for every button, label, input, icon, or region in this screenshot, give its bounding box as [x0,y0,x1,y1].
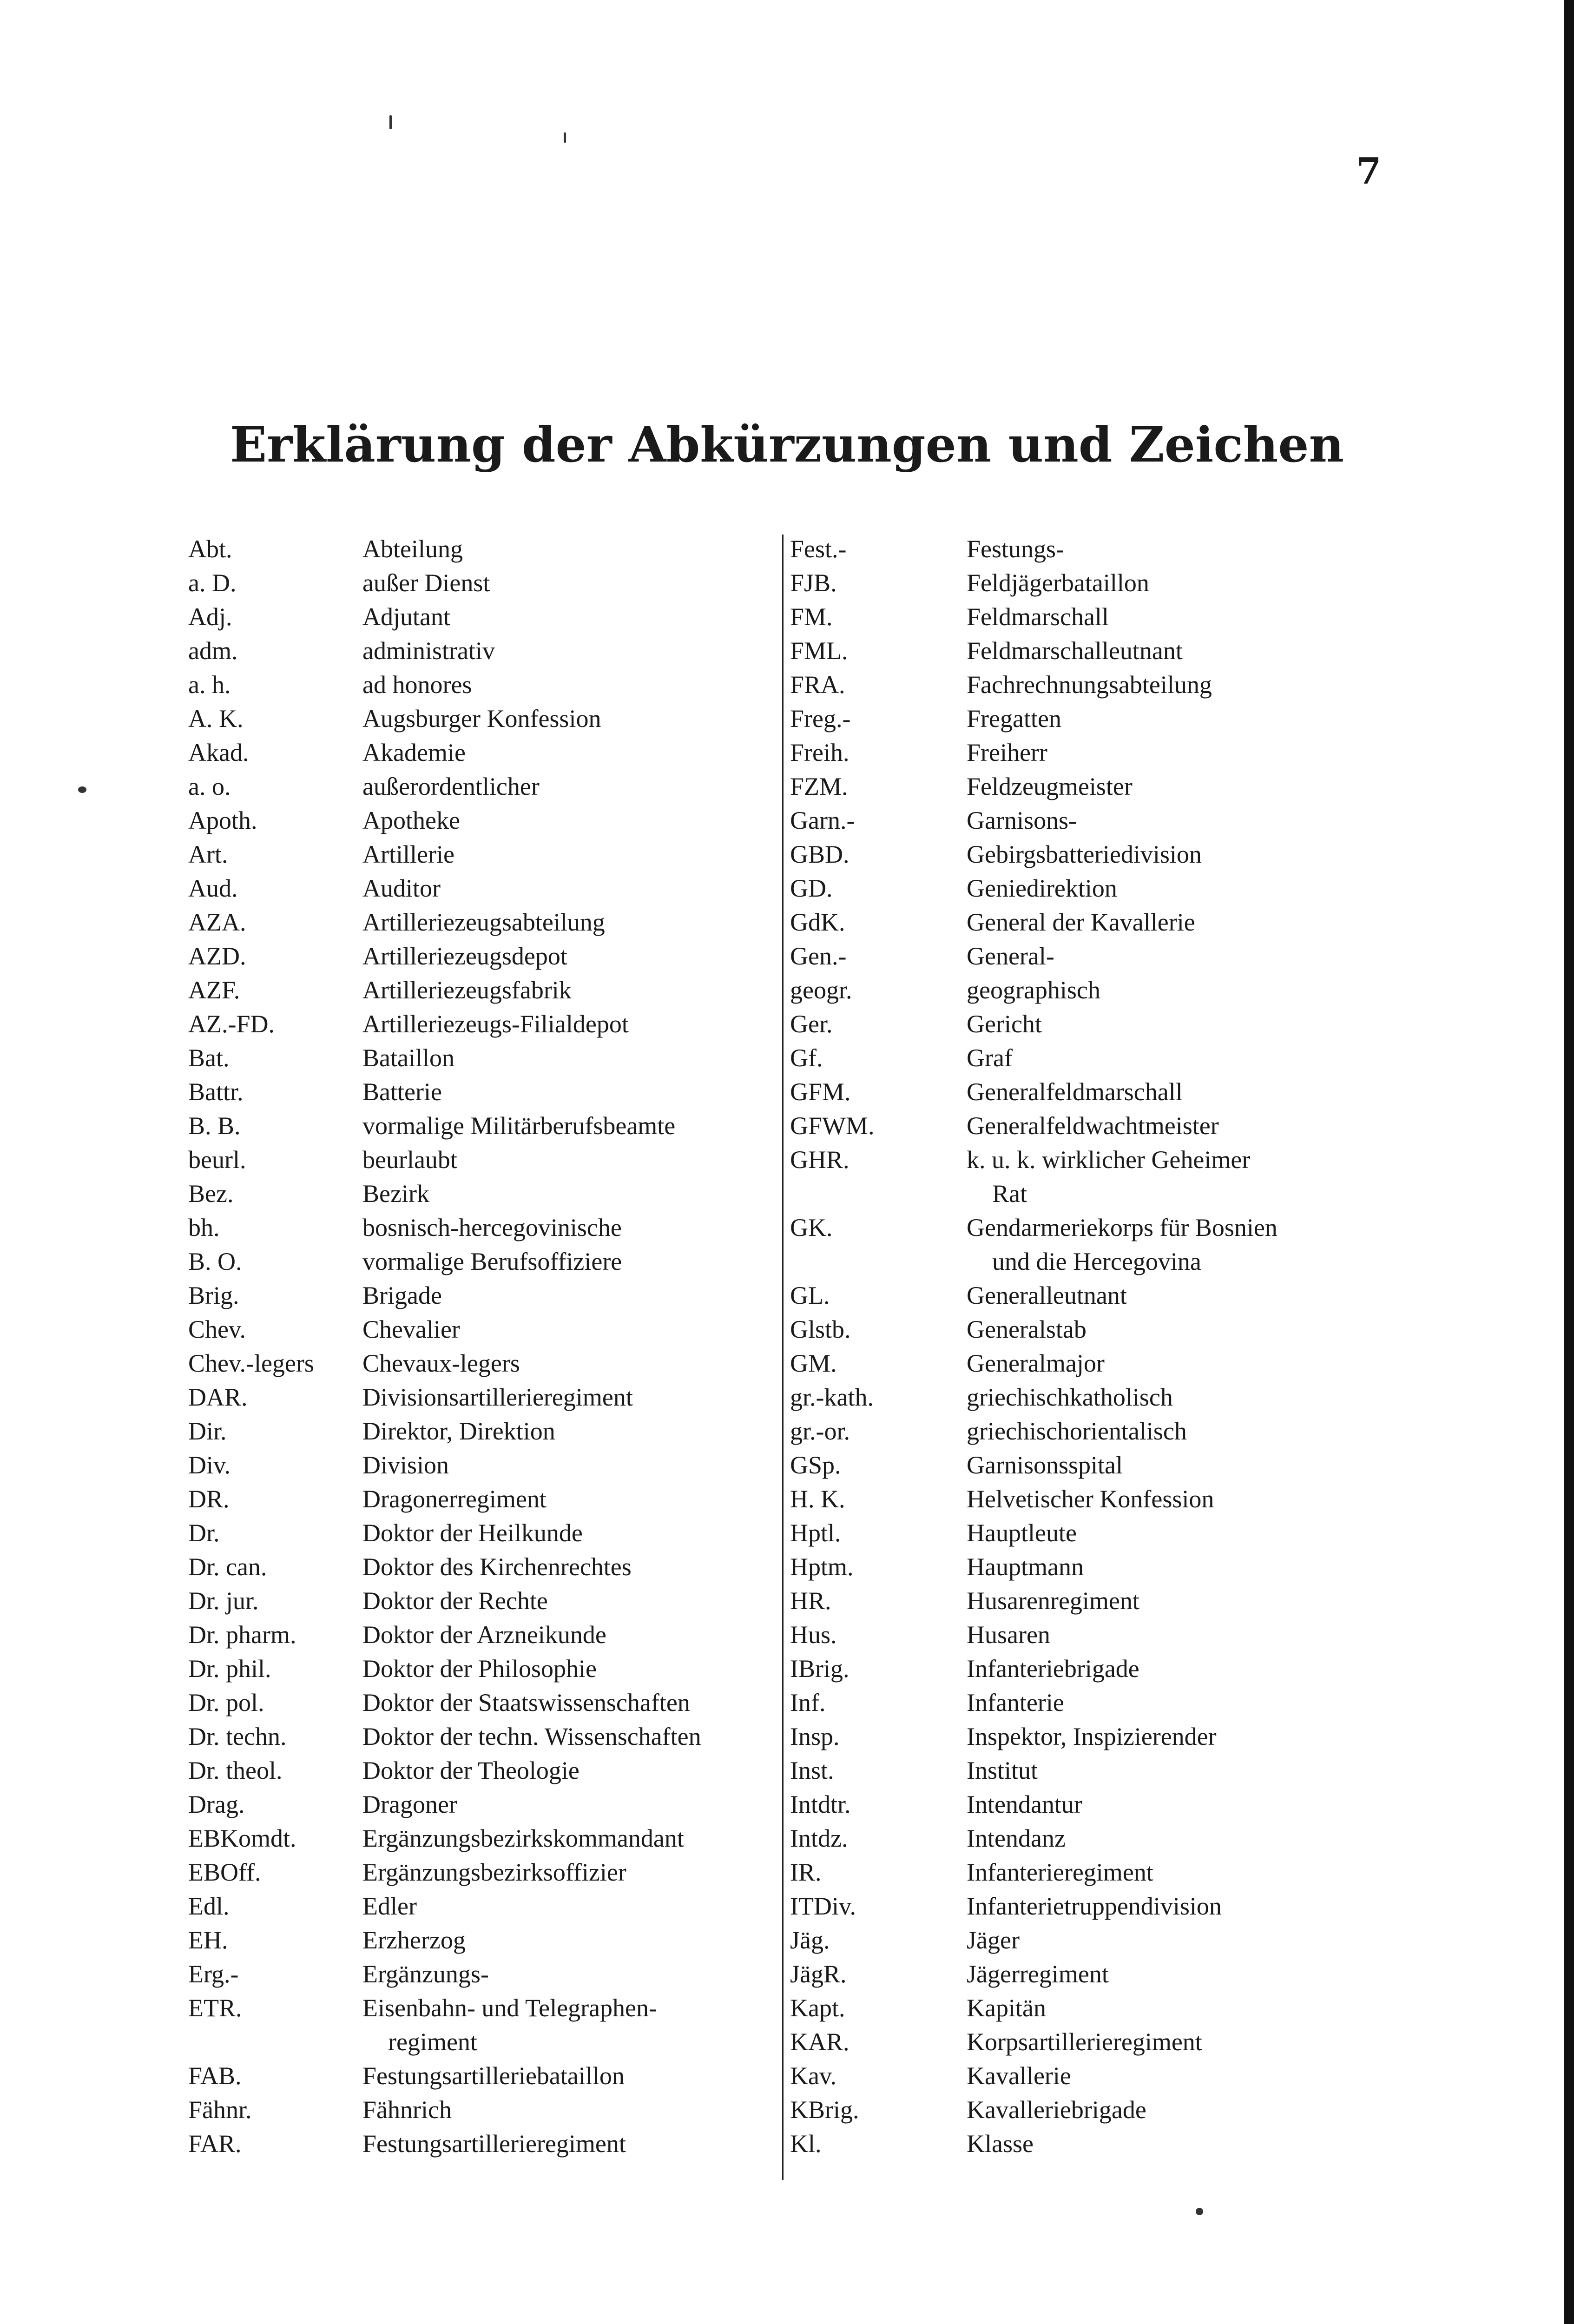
abbreviation: Brig. [188,1281,239,1309]
abbreviation-meaning: und die Hercegovina [992,1248,1201,1275]
abbreviation-meaning: Generalmajor [967,1349,1105,1377]
abbreviation-meaning: Direktor, Direktion [362,1417,555,1445]
abbreviation: AZD. [188,942,246,970]
abbreviation-meaning: Infanteriebrigade [967,1655,1139,1683]
abbreviation: GBD. [790,840,850,868]
abbreviation-entry [790,1991,1278,2025]
abbreviation-meaning: Generalfeldmarschall [967,1078,1183,1106]
abbreviation-meaning: Artilleriezeugsfabrik [362,976,572,1004]
abbreviation-entry [790,702,1278,736]
abbreviation-meaning: Intendantur [967,1790,1082,1818]
abbreviation: ITDiv. [790,1892,856,1920]
abbreviation-meaning: Doktor der techn. Wissenschaften [362,1723,701,1750]
abbreviation: Jäg. [790,1926,830,1954]
abbreviation-entry [188,1347,701,1380]
abbreviation-meaning: Gendarmeriekorps für Bosnien [967,1214,1278,1241]
abbreviation: Dir. [188,1417,227,1445]
abbreviation-entry [790,1347,1278,1380]
entry-continuation-row [790,1177,1278,1211]
abbreviation-entry [188,1109,701,1143]
abbreviation-meaning: Apotheke [362,806,460,834]
abbreviation-entry [188,1041,701,1075]
abbreviation: Hptl. [790,1519,841,1547]
abbreviation: Intdz. [790,1824,848,1852]
abbreviation-entry [790,1889,1278,1923]
abbreviation-entry [790,939,1278,973]
abbreviation-meaning: Augsburger Konfession [362,705,601,733]
abbreviation: Ger. [790,1010,833,1038]
abbreviation-entry [188,939,701,973]
abbreviation-meaning: regiment [388,2028,477,2056]
abbreviation-meaning: Chevalier [362,1315,460,1343]
abbreviation-entry [188,2127,701,2161]
abbreviation: Dr. jur. [188,1587,259,1615]
abbreviation-entry [188,1007,701,1041]
abbreviation-entry [790,1584,1278,1618]
abbreviation: Dr. theol. [188,1756,283,1784]
abbreviation-meaning: Freiherr [967,739,1047,766]
abbreviation-entry [188,1618,701,1652]
abbreviation-meaning: Doktor der Arzneikunde [362,1621,606,1649]
abbreviation: Dr. can. [188,1553,267,1581]
abbreviation-entry [790,1075,1278,1109]
abbreviation: Intdtr. [790,1790,851,1818]
abbreviation-entry [790,1448,1278,1482]
abbreviation: AZF. [188,976,240,1004]
abbreviation-meaning: geographisch [967,976,1100,1004]
abbreviation: Inf. [790,1689,826,1717]
abbreviation: Garn.- [790,806,855,834]
abbreviation-entry [188,2093,701,2127]
abbreviation: Edl. [188,1892,230,1920]
abbreviation-meaning: Inspektor, Inspizierender [967,1723,1217,1750]
abbreviation: Hus. [790,1621,837,1649]
abbreviation: Chev.-legers [188,1349,314,1377]
abbreviation: FML. [790,637,848,665]
abbreviation-entry [188,566,701,600]
abbreviation: Bat. [188,1044,230,1072]
abbreviation-meaning: Kavallerie [967,2062,1071,2090]
abbreviation: Insp. [790,1723,840,1750]
abbreviation-entry [790,1041,1278,1075]
abbreviation-entry [188,1550,701,1584]
page-number: 7 [1356,150,1382,192]
abbreviation-meaning: Doktor der Theologie [362,1756,580,1784]
abbreviation: A. K. [188,705,244,733]
abbreviation: FAB. [188,2062,242,2090]
abbreviation-meaning: Dragonerregiment [362,1485,547,1513]
abbreviation-entry [188,600,701,634]
abbreviation-entry [790,905,1278,939]
abbreviation: IBrig. [790,1655,850,1683]
abbreviation: Adj. [188,603,232,631]
abbreviation-entry [188,1720,701,1754]
abbreviation-entry [790,2025,1278,2059]
abbreviation: DAR. [188,1383,248,1411]
abbreviation: IR. [790,1858,822,1886]
abbreviation-meaning: Feldjägerbataillon [967,569,1149,597]
abbreviation-entry [790,1686,1278,1720]
abbreviation: FM. [790,603,833,631]
abbreviation-entry [188,1414,701,1448]
abbreviation-meaning: ad honores [362,671,472,699]
abbreviation-entry [188,1923,701,1957]
abbreviation-meaning: Eisenbahn- und Telegraphen- [362,1994,657,2022]
abbreviation-entry [188,532,701,566]
abbreviation-meaning: Doktor des Kirchenrechtes [362,1553,632,1581]
abbreviation-entry [188,2059,701,2093]
abbreviation-entry [790,2127,1278,2161]
abbreviation-meaning: Korpsartillerieregiment [967,2028,1202,2056]
abbreviation: Dr. [188,1519,220,1547]
abbreviation: Dr. techn. [188,1723,287,1750]
scan-speck [1196,2208,1203,2215]
abbreviation: Chev. [188,1315,246,1343]
abbreviation [188,2025,362,2059]
abbreviation-meaning: Jäger [967,1926,1020,1954]
abbreviation-meaning: Generalleutnant [967,1281,1127,1309]
abbreviation-meaning: Geniedirektion [967,874,1117,902]
abbreviation-entry [790,1754,1278,1788]
abbreviation-entry [790,566,1278,600]
abbreviation: geogr. [790,976,852,1004]
abbreviation: bh. [188,1214,220,1241]
abbreviation: Dr. pol. [188,1689,264,1717]
abbreviation-entry [188,1075,701,1109]
abbreviation-entry [790,1788,1278,1822]
abbreviation-meaning: Akademie [362,739,466,766]
abbreviation-entry [188,634,701,668]
abbreviation-entry [188,1482,701,1516]
abbreviation-entry [188,1516,701,1550]
abbreviation-meaning: vormalige Berufsoffiziere [362,1248,622,1275]
abbreviation-entry [188,1313,701,1347]
abbreviation: Apoth. [188,806,257,834]
abbreviation-entry [188,1448,701,1482]
abbreviation: EH. [188,1926,228,1954]
abbreviation-meaning: Infanterietruppendivision [967,1892,1222,1920]
abbreviation: Drag. [188,1790,245,1818]
abbreviation-meaning: Jägerregiment [967,1960,1109,1988]
abbreviation-meaning: Artillerie [362,840,454,868]
abbreviation-entry [188,1177,701,1211]
abbreviation-meaning: Garnisons- [967,806,1077,834]
abbreviation-entry [188,1652,701,1686]
abbreviation-entry [188,1991,701,2025]
abbreviation-entry [790,668,1278,702]
abbreviation: ETR. [188,1994,242,2022]
abbreviation-meaning: Fachrechnungsabteilung [967,671,1212,699]
abbreviation-meaning: beurlaubt [362,1146,457,1174]
page-title: Erklärung der Abkürzungen und Zeichen [230,416,1344,473]
abbreviation-entry [790,1855,1278,1889]
abbreviation-meaning: Auditor [362,874,441,902]
abbreviation-meaning: Gericht [967,1010,1042,1038]
abbreviation: GFM. [790,1078,851,1106]
abbreviation: DR. [188,1485,230,1513]
abbreviation [790,1177,967,1211]
abbreviation-entry [188,1788,701,1822]
abbreviation-entry [790,1313,1278,1347]
abbreviation-meaning: Garnisonsspital [967,1451,1123,1479]
abbreviation-meaning: Bataillon [362,1044,454,1072]
abbreviation-meaning: Fregatten [967,705,1061,733]
scan-speck [389,115,392,129]
abbreviation-meaning: Festungsartilleriebataillon [362,2062,625,2090]
abbreviation-entry [790,1618,1278,1652]
abbreviation-entry [188,1889,701,1923]
abbreviation-entry [188,1822,701,1855]
abbreviation-entry [188,770,701,804]
abbreviation: Glstb. [790,1315,851,1343]
abbreviation-meaning: Abteilung [362,535,463,563]
abbreviation-meaning: bosnisch-hercegovinische [362,1214,622,1241]
abbreviation-meaning: Husarenregiment [967,1587,1139,1615]
abbreviation-meaning: Divisionsartillerieregiment [362,1383,633,1411]
abbreviation: KBrig. [790,2096,859,2124]
abbreviation-entry [188,668,701,702]
abbreviation [790,1245,967,1279]
abbreviation-entry [188,1143,701,1177]
abbreviation: GdK. [790,908,845,936]
abbreviation-meaning: Batterie [362,1078,442,1106]
abbreviation-entry [790,1109,1278,1143]
abbreviation-entry [188,1855,701,1889]
abbreviation: Erg.- [188,1960,239,1988]
scan-page-edge [1564,0,1574,2324]
right-abbreviation-column [790,532,1278,2161]
abbreviation-meaning: Kapitän [967,1994,1046,2022]
abbreviation-meaning: vormalige Militärberufsbeamte [362,1112,676,1140]
column-divider [782,535,784,2180]
abbreviation-entry [790,1652,1278,1686]
abbreviation: Freg.- [790,705,851,733]
abbreviation: KAR. [790,2028,850,2056]
abbreviation-entry [790,532,1278,566]
abbreviation-entry [790,634,1278,668]
abbreviation-meaning: Infanterieregiment [967,1858,1153,1886]
abbreviation-meaning: Edler [362,1892,417,1920]
abbreviation-entry [790,770,1278,804]
abbreviation: Gf. [790,1044,823,1072]
abbreviation-meaning: General der Kavallerie [967,908,1195,936]
abbreviation-entry [790,973,1278,1007]
abbreviation: EBOff. [188,1858,261,1886]
abbreviation: a. o. [188,772,231,800]
abbreviation-meaning: Artilleriezeugs-Filialdepot [362,1010,629,1038]
abbreviation: Dr. pharm. [188,1621,296,1649]
abbreviation-meaning: Generalfeldwachtmeister [967,1112,1219,1140]
abbreviation-meaning: Ergänzungsbezirkskommandant [362,1824,684,1852]
abbreviation-meaning: Gebirgsbatteriedivision [967,840,1202,868]
abbreviation: gr.-or. [790,1417,850,1445]
abbreviation-meaning: Doktor der Heilkunde [362,1519,583,1547]
abbreviation: Bez. [188,1180,234,1208]
abbreviation: a. D. [188,569,237,597]
abbreviation-meaning: administrativ [362,637,495,665]
scan-speck [78,786,86,793]
abbreviation-meaning: Artilleriezeugsdepot [362,942,567,970]
abbreviation: Kl. [790,2130,822,2158]
abbreviation-entry [188,1584,701,1618]
abbreviation-entry [188,872,701,905]
abbreviation: GHR. [790,1146,850,1174]
abbreviation-entry [790,736,1278,770]
scan-speck [564,132,566,143]
abbreviation-entry [790,872,1278,905]
abbreviation-meaning: Chevaux-legers [362,1349,520,1377]
abbreviation-meaning: außerordentlicher [362,772,540,800]
abbreviation-entry [188,973,701,1007]
left-abbreviation-column [188,532,701,2161]
abbreviation-meaning: Infanterie [967,1689,1064,1717]
abbreviation: Akad. [188,739,249,766]
abbreviation-entry [790,2059,1278,2093]
abbreviation-entry [790,804,1278,838]
abbreviation: Dr. phil. [188,1655,271,1683]
abbreviation-entry [188,1279,701,1313]
abbreviation: a. h. [188,671,231,699]
abbreviation-meaning: Doktor der Rechte [362,1587,548,1615]
abbreviation: Fähnr. [188,2096,252,2124]
abbreviation-meaning: Husaren [967,1621,1050,1649]
abbreviation: beurl. [188,1146,246,1174]
abbreviation: gr.-kath. [790,1383,874,1411]
abbreviation-meaning: Division [362,1451,449,1479]
abbreviation-entry [790,1143,1278,1177]
abbreviation-entry [790,838,1278,872]
abbreviation: EBKomdt. [188,1824,296,1852]
abbreviation-entry [790,1957,1278,1991]
abbreviation-meaning: Fähnrich [362,2096,452,2124]
abbreviation: H. K. [790,1485,845,1513]
abbreviation: AZA. [188,908,246,936]
abbreviation-entry [188,905,701,939]
abbreviation-meaning: Ergänzungs- [362,1960,489,1988]
abbreviation-entry [188,804,701,838]
abbreviation-entry [790,1482,1278,1516]
abbreviation-entry [790,600,1278,634]
abbreviation-meaning: Doktor der Staatswissenschaften [362,1689,690,1717]
abbreviation-meaning: Intendanz [967,1824,1066,1852]
abbreviation-meaning: Doktor der Philosophie [362,1655,597,1683]
abbreviation: AZ.-FD. [188,1010,275,1038]
abbreviation-meaning: Hauptmann [967,1553,1084,1581]
abbreviation-entry [790,1516,1278,1550]
abbreviation-entry [790,1822,1278,1855]
abbreviation: GK. [790,1214,833,1241]
abbreviation-entry [790,1923,1278,1957]
abbreviation: FRA. [790,671,845,699]
abbreviation-meaning: Feldzeugmeister [967,772,1133,800]
abbreviation: GSp. [790,1451,841,1479]
abbreviation-meaning: Graf [967,1044,1013,1072]
abbreviation-entry [188,1380,701,1414]
abbreviation-meaning: Feldmarschall [967,603,1109,631]
abbreviation: FJB. [790,569,837,597]
abbreviation-meaning: Feldmarschalleutnant [967,637,1183,665]
abbreviation-entry [188,1754,701,1788]
abbreviation: Div. [188,1451,231,1479]
abbreviation: Abt. [188,535,232,563]
abbreviation: Freih. [790,739,850,766]
abbreviation: Hptm. [790,1553,854,1581]
abbreviation-meaning: Bezirk [362,1180,429,1208]
abbreviation-meaning: Hauptleute [967,1519,1077,1547]
abbreviation-meaning: Dragoner [362,1790,457,1818]
abbreviation: HR. [790,1587,831,1615]
abbreviation: Aud. [188,874,238,902]
abbreviation-meaning: General- [967,942,1054,970]
abbreviation-meaning: Erzherzog [362,1926,466,1954]
entry-continuation-row [790,1245,1278,1279]
abbreviation-entry [790,1211,1278,1245]
abbreviation-meaning: Rat [992,1180,1027,1208]
abbreviation: Kapt. [790,1994,845,2022]
abbreviation-entry [790,1414,1278,1448]
abbreviation-entry [790,1550,1278,1584]
abbreviation: GL. [790,1281,830,1309]
abbreviation-meaning: Artilleriezeugsabteilung [362,908,605,936]
abbreviation-meaning: griechischorientalisch [967,1417,1187,1445]
abbreviation: adm. [188,637,238,665]
abbreviation: JägR. [790,1960,847,1988]
abbreviation-meaning: Kavalleriebrigade [967,2096,1146,2124]
abbreviation-meaning: Helvetischer Konfession [967,1485,1214,1513]
abbreviation-entry [188,1686,701,1720]
abbreviation-entry [790,2093,1278,2127]
abbreviation: FZM. [790,772,848,800]
abbreviation: GD. [790,874,833,902]
abbreviation-entry [188,1211,701,1245]
abbreviation-meaning: Adjutant [362,603,450,631]
abbreviation-meaning: Generalstab [967,1315,1087,1343]
abbreviation: Inst. [790,1756,834,1784]
abbreviation-entry [188,736,701,770]
abbreviation-entry [188,702,701,736]
abbreviation: B. O. [188,1248,242,1275]
abbreviation: GM. [790,1349,837,1377]
abbreviation: Art. [188,840,228,868]
abbreviation-meaning: außer Dienst [362,569,490,597]
abbreviation-entry [188,838,701,872]
abbreviation-entry [790,1279,1278,1313]
abbreviation-meaning: Festungs- [967,535,1065,563]
abbreviation: Kav. [790,2062,836,2090]
abbreviation: FAR. [188,2130,242,2158]
abbreviation-meaning: Klasse [967,2130,1034,2158]
abbreviation-meaning: Institut [967,1756,1038,1784]
abbreviation-meaning: Brigade [362,1281,442,1309]
abbreviation: Gen.- [790,942,847,970]
abbreviation-meaning: k. u. k. wirklicher Geheimer [967,1146,1251,1174]
abbreviation: Battr. [188,1078,244,1106]
abbreviation-entry [790,1007,1278,1041]
abbreviation-meaning: griechischkatholisch [967,1383,1173,1411]
abbreviation-entry [188,1245,701,1279]
entry-continuation-row [188,2025,701,2059]
abbreviation: B. B. [188,1112,241,1140]
abbreviation-entry [790,1720,1278,1754]
abbreviation-meaning: Ergänzungsbezirksoffizier [362,1858,626,1886]
abbreviation-meaning: Festungsartillerieregiment [362,2130,626,2158]
abbreviation-entry [188,1957,701,1991]
abbreviation-entry [790,1380,1278,1414]
abbreviation: Fest.- [790,535,847,563]
abbreviation: GFWM. [790,1112,875,1140]
